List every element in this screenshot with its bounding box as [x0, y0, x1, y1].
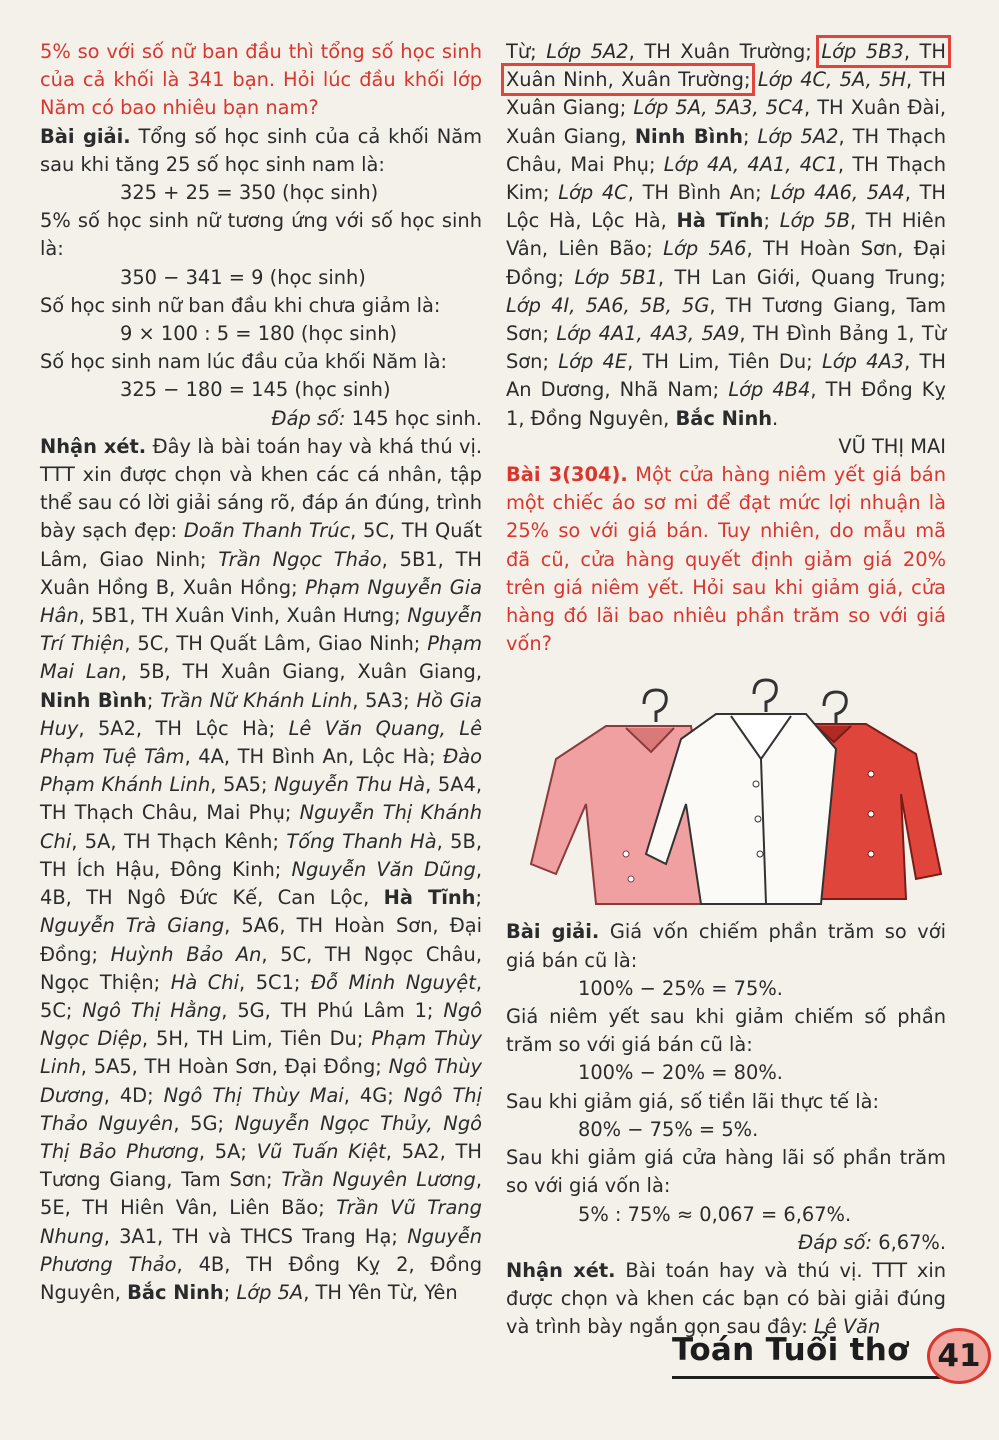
school-info: , TH Tương Giang, Tam Sơn;: [506, 293, 946, 346]
hanger-hook: [754, 680, 776, 712]
student-name: Hồ Gia Huy: [40, 688, 482, 740]
problem-statement: [506, 461, 946, 658]
province: Bắc Ninh: [127, 1280, 224, 1304]
school-info: , 4B, TH Đồng Kỵ 2, Đồng Nguyên,: [40, 1252, 483, 1304]
student-name: Vũ Tuấn Kiệt: [256, 1139, 386, 1163]
school-info: , TH Bình An;: [627, 181, 762, 205]
student-name: Lớp 5A: [236, 1280, 304, 1304]
school-info: , 5A3;: [352, 688, 410, 712]
student-name: Huỳnh Bảo An: [110, 942, 262, 966]
shirts-illustration: [516, 664, 946, 914]
footer-underline: [672, 1376, 972, 1379]
student-name: Ngô Thùy Dương: [40, 1055, 482, 1107]
class-name: Lớp 5B1: [574, 265, 658, 289]
answer-value: 145 học sinh.: [351, 406, 482, 430]
student-name: Nguyễn Văn Dũng: [291, 857, 476, 881]
student-name: Nguyễn Trí Thiện: [40, 604, 482, 656]
equation: 325 + 25 = 350 (học sinh): [120, 181, 379, 205]
button: [868, 811, 874, 817]
button: [868, 771, 874, 777]
student-name: Ngô Thị Thảo Nguyên: [40, 1083, 482, 1135]
class-name: Lớp 4B4: [728, 378, 811, 402]
answer-label: Đáp số:: [271, 406, 346, 430]
school-info: , TH Xuân Đài, Xuân Giang,: [506, 96, 946, 148]
school-info: , 4B, TH Ngô Đức Kế, Can Lộc,: [40, 857, 482, 910]
student-name: Ngô Ngọc Diệp: [40, 998, 483, 1051]
student-name: Nguyễn Trà Giang: [40, 914, 225, 938]
class-name: Lớp 5A2: [757, 124, 839, 148]
school-info: , 4D;: [103, 1083, 154, 1107]
school-info: , TH Xuân Trường;: [628, 40, 812, 63]
school-info: , TH Lan Giới, Quang Trung;: [657, 265, 946, 289]
school-info: , 4G;: [343, 1083, 394, 1107]
remark: [40, 433, 482, 1307]
hanger-hook: [824, 692, 846, 724]
school-info: , 5A5, TH Hoàn Sơn, Đại Đồng;: [80, 1055, 382, 1079]
student-name: Phạm Nguyễn Gia Hân: [40, 575, 482, 628]
page-footer: [672, 1328, 990, 1380]
school-info: , 4A, TH Bình An, Lộc Hà;: [184, 745, 436, 769]
school-info: , 5A4, TH Thạch Châu, Mai Phụ;: [40, 773, 482, 825]
punctuation: ;: [223, 1280, 231, 1304]
student-name: Hà Chi: [170, 970, 239, 994]
student-name: Trần Nữ Khánh Linh: [160, 688, 353, 712]
solution-label: Bài giải.: [40, 124, 131, 148]
class-name: Lớp 4A3: [821, 350, 905, 374]
school-info: , 5A, TH Thạch Kênh;: [71, 829, 279, 853]
answer-label: Đáp số:: [798, 1230, 873, 1254]
step-text: Số học sinh nữ ban đầu khi chưa giảm là:: [40, 293, 441, 317]
magazine-title: Toán Tuổi thơ: [672, 1332, 909, 1368]
solution-label: Bài giải.: [506, 920, 600, 944]
button: [628, 876, 634, 882]
school-info: , TH Thạch Châu, Mai Phụ;: [506, 124, 947, 176]
student-name: Ngô Thị Hằng: [82, 998, 222, 1022]
school-info: , 5G;: [173, 1111, 225, 1135]
school-info: , 5A2, TH Tương Giang, Tam Sơn;: [40, 1139, 482, 1192]
student-name: Đào Phạm Khánh Linh: [40, 745, 482, 797]
school-info: , 5A5;: [210, 773, 268, 797]
class-name: Lớp 5B: [779, 209, 850, 233]
school-info: Từ;: [506, 40, 537, 63]
school-info: , TH Lim, Tiên Du;: [627, 350, 813, 374]
answer: [506, 1229, 946, 1257]
equation: 100% − 20% = 80%.: [578, 1061, 783, 1085]
button: [757, 851, 763, 857]
school-info: , TH Lộc Hà, Lộc Hà,: [506, 181, 946, 233]
student-name: Nguyễn Thị Khánh Chi: [40, 801, 482, 853]
school-info: , TH Xuân Ninh, Xuân Trường;: [506, 40, 946, 92]
school-info: , 5C, TH Quất Lâm, Giao Ninh;: [124, 632, 421, 656]
student-name: Lê Văn Quang, Lê Phạm Tuệ Tâm: [40, 716, 483, 769]
equation: 5% : 75% ≈ 0,067 = 6,67%.: [578, 1202, 852, 1226]
class-name: Lớp 4C, 5A, 5H: [757, 68, 907, 92]
equation: 9 × 100 : 5 = 180 (học sinh): [120, 322, 398, 346]
punctuation: ;: [475, 886, 482, 910]
school-info: , 5G, TH Phú Lâm 1;: [221, 998, 434, 1022]
left-column: [40, 38, 482, 1307]
student-name: Lê Văn: [814, 1315, 881, 1339]
class-name: Lớp 4C: [558, 181, 628, 205]
student-name: Nguyễn Phương Thảo: [40, 1224, 482, 1276]
province: Bắc Ninh: [675, 406, 773, 430]
school-info: , 5B1, TH Xuân Vinh, Xuân Hưng;: [78, 604, 401, 628]
school-info: , TH Xuân Giang;: [506, 68, 946, 120]
school-info: , TH Thạch Kim;: [506, 152, 946, 205]
student-name: Doãn Thanh Trúc: [183, 519, 351, 543]
school-info: , TH Đồng Kỵ 1, Đồng Nguyên,: [506, 378, 946, 430]
step-text: 5% số học sinh nữ tương ứng với số học sinh là:: [40, 209, 482, 261]
class-name: Lớp 4I, 5A6, 5B, 5G: [506, 293, 710, 317]
student-name: Phạm Thùy Linh: [40, 1027, 483, 1079]
remark-text: Bài toán hay và thú vị. TTT xin được chọn và khen các bạn có bài giải đúng và trình bày ngắn gọn sau đây:: [506, 1258, 947, 1339]
school-info: , TH An Dương, Nhã Nam;: [506, 350, 946, 402]
school-info: , TH Hiên Vân, Liên Bão;: [506, 209, 947, 261]
solution-intro: [506, 918, 946, 974]
page-number: 41: [927, 1328, 991, 1384]
student-name: Nguyễn Thu Hà: [274, 773, 426, 797]
school-info: , 5E, TH Hiên Vân, Liên Bão;: [40, 1168, 482, 1220]
province: Hà Tĩnh: [383, 886, 476, 910]
equation: 80% − 75% = 5%.: [578, 1117, 759, 1141]
student-name: Trần Ngọc Thảo: [218, 547, 382, 571]
class-name: Lớp 5A6: [663, 237, 747, 261]
problem-label: Bài 3(304).: [506, 463, 628, 487]
class-name: Lớp 4A1, 4A3, 5A9: [556, 322, 740, 346]
solution-text: Giá vốn chiếm phần trăm so với giá bán cũ là:: [506, 920, 946, 972]
school-info: , 5A2, TH Lộc Hà;: [78, 716, 276, 740]
remark-label: Nhận xét.: [40, 434, 147, 458]
equation: 100% − 25% = 75%.: [578, 976, 783, 1000]
problem-tail: 5% so với số nữ ban đầu thì tổng số học sinh của cả khối là 341 bạn. Hỏi lúc đầu khối lớp Năm có bao nhiêu bạn nam?: [40, 40, 482, 120]
hanger-hook: [644, 690, 666, 722]
student-name: Trần Vũ Trang Nhung: [40, 1196, 482, 1248]
school-info: , 5H, TH Lim, Tiên Du;: [141, 1027, 364, 1051]
button: [623, 851, 629, 857]
class-name: Lớp 5B3: [821, 40, 904, 63]
button: [868, 851, 874, 857]
class-name: Lớp 4E: [558, 350, 628, 374]
answer: [40, 405, 482, 433]
school-info: , 5C, TH Quất Lâm, Giao Ninh;: [40, 519, 482, 571]
school-info: , 5A;: [198, 1139, 247, 1163]
school-info: , 5C;: [40, 970, 482, 1022]
step-text: Sau khi giảm giá cửa hàng lãi số phần trăm so với giá vốn là:: [506, 1146, 946, 1198]
class-name: Lớp 5A, 5A3, 5C4: [633, 96, 804, 120]
button: [755, 816, 761, 822]
student-name: Ngô Thị Thùy Mai: [163, 1083, 344, 1107]
button: [753, 781, 759, 787]
province: Hà Tĩnh: [676, 209, 764, 233]
punctuation: ;: [742, 124, 750, 148]
remark-label: Nhận xét.: [506, 1258, 616, 1282]
class-name: Lớp 4A, 4A1, 4C1: [663, 152, 838, 176]
right-column: [506, 38, 946, 1342]
school-info: , TH Yên Từ, Yên: [303, 1280, 458, 1304]
step-text: Số học sinh nam lúc đầu của khối Năm là:: [40, 350, 448, 374]
solution-intro: [40, 123, 482, 179]
student-name: Trần Nguyên Lương: [281, 1168, 476, 1192]
school-info: , 5B, TH Xuân Giang, Xuân Giang,: [120, 660, 483, 684]
province: Ninh Bình: [40, 688, 147, 712]
school-info: , TH Hoàn Sơn, Đại Đồng;: [506, 237, 946, 289]
province: Ninh Bình: [634, 124, 743, 148]
school-info: , TH Đình Bảng 1, Từ Sơn;: [506, 322, 946, 374]
punctuation: ;: [146, 688, 154, 712]
school-info: , 5B, TH Ích Hậu, Đông Kinh;: [40, 829, 482, 881]
student-name: Đỗ Minh Nguyệt: [311, 970, 476, 994]
class-name: Lớp 5A2: [546, 40, 629, 63]
punctuation: ;: [763, 209, 771, 233]
student-name: Phạm Mai Lan: [40, 632, 482, 684]
student-name: Tống Thanh Hà: [286, 829, 437, 853]
solution-text: Tổng số học sinh của cả khối Năm sau khi tăng 25 số học sinh nam là:: [40, 124, 482, 176]
class-name: Lớp 4A6, 5A4: [770, 181, 905, 205]
student-name: Nguyễn Ngọc Thủy, Ngô Thị Bảo Phương: [40, 1111, 482, 1163]
answer-value: 6,67%.: [878, 1230, 946, 1254]
school-info: , 5C, TH Ngọc Châu, Ngọc Thiện;: [40, 942, 483, 994]
honor-list: [506, 38, 946, 433]
punctuation: .: [772, 406, 779, 430]
equation: 350 − 341 = 9 (học sinh): [120, 265, 366, 289]
school-info: , 5C1;: [238, 970, 301, 994]
author-signature: VŨ THỊ MAI: [838, 434, 946, 458]
step-text: Giá niêm yết sau khi giảm chiếm số phần trăm so với giá bán cũ là:: [506, 1005, 946, 1057]
school-info: , 5B1, TH Xuân Hồng B, Xuân Hồng;: [40, 547, 482, 599]
equation: 325 − 180 = 145 (học sinh): [120, 378, 391, 402]
problem-text: Một cửa hàng niêm yết giá bán một chiếc áo sơ mi để đạt mức lợi nhuận là 25% so với giá bán. Tuy nhiên, do mẫu mã đã cũ, cửa hàng quyết định giảm giá 20% trên giá niêm yết. Hỏi sau khi giảm giá, cửa hàng đó lãi bao nhiêu phần trăm so với giá vốn?: [506, 463, 946, 656]
remark-text: Đây là bài toán hay và khá thú vị. TTT xin được chọn và khen các cá nhân, tập thể sau có lời giải sáng rõ, đáp án đúng, trình bày sạch đẹp:: [40, 434, 483, 543]
school-info: , 5A6, TH Hoàn Sơn, Đại Đồng;: [40, 914, 482, 966]
step-text: Sau khi giảm giá, số tiền lãi thực tế là:: [506, 1089, 880, 1113]
school-info: , 3A1, TH và THCS Trang Hạ;: [103, 1224, 398, 1248]
